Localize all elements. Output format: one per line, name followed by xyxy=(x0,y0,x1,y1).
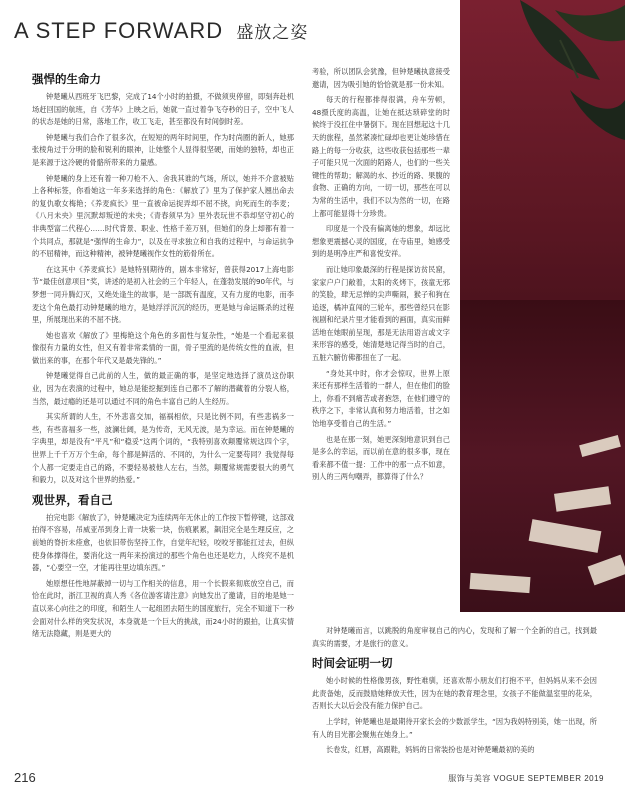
section-title-2: 观世界，看自己 xyxy=(32,492,113,507)
paragraph: 考验，所以团队会犹豫，但钟楚曦执意接受邀请，因为吸引她的恰恰就是那一份未知。 xyxy=(312,67,450,89)
paragraph: 钟楚曦与我们合作了很多次，在短短的两年时间里，作为时尚圈的新人，她那张棱角过于分明的脸和锐利的眼神，让她整个人显得很坚硬，而她的独特，却也正是来源于这冷硬的骨骼所带来的力量感。 xyxy=(32,132,294,167)
paragraph: 对钟楚曦而言，以跳脱的角度审视自己的内心，发现和了解一个全新的自己，找到最真实的需要，才是旅行的意义。 xyxy=(312,626,597,648)
paragraph: 钟楚曦觉得自己此前的人生，做的最正确的事，是坚定地选择了演员这份职业，因为在表演的过程中，她总是能挖掘到连自己都不了解的潜藏着的分裂人格，当然，最过瘾的还是可以通过不同的角色丰富自己的人生经历。 xyxy=(32,371,294,406)
header-title-en: A STEP FORWARD xyxy=(14,18,224,43)
paragraph: “身处其中时，你才会惊叹，世界上原来还有那样生活着的一群人，但在他们的脸上，你看不到痛苦或者抱怨，在他们遵守的秩序之下，非常认真和努力地活着，甘之如饴地享受着自己的生活。” xyxy=(312,368,450,429)
paragraph: 拍完电影《解放了》，钟楚曦决定为连续两年无休止的工作按下暂停键，这部戏拍得不容易，吊威亚吊到身上青一块紫一块，伤痕累累，飙泪完全是生理反应，之前她的脊折未痊愈，也依旧带伤坚持工作，自觉年纪轻，咬咬牙都能扛过去，但纵使身体撑得住，要消化这一两年来扮演过的那些个角色也还是吃力，人终究不是机器，“心要空一空，才能再往里边填东西。” xyxy=(32,512,294,573)
editorial-photo xyxy=(460,0,625,612)
page-number: 216 xyxy=(14,770,36,785)
paragraph: 上学时，钟楚曦也是最期待开家长会的少数派学生，“因为我妈特别美，她一出现，所有人的目光都会聚焦在她身上。” xyxy=(312,716,597,739)
article-header xyxy=(14,18,308,44)
middle-column xyxy=(312,66,450,487)
page-footer xyxy=(14,770,614,790)
magazine-issue: 服饰与美容 VOGUE SEPTEMBER 2019 xyxy=(448,774,604,783)
paragraph: 她小时候的性格像男孩，野性难驯，还喜欢帮小朋友们打抱不平，但妈妈从来不会因此责备她，反而鼓励她释放天性，因为在她的教育理念里，女孩子不能做温室里的花朵，否则长大以后会没有能力保护自己。 xyxy=(312,676,597,711)
paragraph: 钟楚曦的身上还有着一种刀枪不入、舍我其谁的气场，所以，她并不介意被贴上各种标签，你看她这一年多来选择的角色：《解放了》里为了保护家人翘出命去的复仇歌女梅艳；《养麦疯长》里一直被命运捉弄却不屈不挠，向死而生的李麦；《八月未央》里沉默却叛逆的未央；《青春须早为》里外表玩世不恭却坚守初心的非典型富二代程心……时代背景、职业、性格千差万别，但她们的身上却都有着一个共同点，那就是“强悍的生命力”，以及在寻求独立和自我的过程中，与命运抗争的不屈精神，而这种精神，被钟楚曦视作女性的筋骨所在。 xyxy=(32,173,294,259)
section-title-1: 强悍的生命力 xyxy=(32,72,101,86)
header-title-zh: 盛放之姿 xyxy=(236,23,309,43)
paragraph: 也是在那一刻，她更深刻地意识到自己是多么的幸运，而以前在意的很多事，现在看来都不值一提：工作中的那一点不如意，别人的三两句嘲弄，都算得了什么？ xyxy=(312,434,450,482)
paragraph: 而让她印象最深的行程是探访贫民窟，家家户户门敞着，太阳的炙烤下，孩童无邪的笑脸，肆无忌惮的尖声嘶闹，猴子和狗在追逐，橘冲直闯的三轮车，那些曾经只在影视剧和纪录片里才能看到的画面，真实而鲜活地在她眼前呈现，那是无法用语言或文字来形容的感受，她清楚地记得当时的自己，五脏六腑仿佛都扭在了一起。 xyxy=(312,264,450,363)
paragraph: 其实所谓的人生，不外悲喜交加，福祸相依，只是比例不同，有些悲祸多一些，有些喜福多一些，波澜壮阔，是为传奇，无风无波，是为幸运。而在钟楚曦的字典里，却是没有“平凡”和“稳妥”这两个词的，“我特别喜欢颠覆常规这四个字，世界上千千万万个生命，每个都是鲜活的、不同的，为什么一定要苟同？我觉得每个人都一定要走自己的路，不要轻易被他人左右，当然，颠覆常规需要很大的勇气和毅力，以及对这个世界的热爱。” xyxy=(32,412,294,485)
bottom-right-column xyxy=(312,625,597,760)
paragraph: 她原想任性地屏蔽掉一切与工作相关的信息，用一个长假来彻底放空自己，而恰在此时，浙江卫视的真人秀《各位游客请注意》向她发出了邀请，目的地是她一直以来心向往之的印度，和陌生人一起组团去陌生的国度旅行，完全不知道下一秒会面对什么样的突发状况，本身就是一个巨大的挑战，而24小时的跟拍，让真实情绪无法隐藏，则是更大的 xyxy=(32,578,294,639)
section-title-3: 时间会证明一切 xyxy=(312,656,393,671)
paragraph: 钟楚曦从西班牙飞巴黎，完成了14个小时的拍摄，不做须臾停留，即刻奔赴机场赶回国的航班，自《芳华》上映之后，她就一直过着争飞夺秒的日子，空中飞人的状态是她的日常，落地工作，收工飞走，甚至都没有时间倒时差。 xyxy=(32,92,294,127)
paragraph: 印度是一个没有偏离她的想象，却远比想象更震撼心灵的国度，在寺庙里，她感受到的是明净庄严和喜悦安祥。 xyxy=(312,224,450,259)
paragraph: 她也喜欢《解放了》里梅艳这个角色的多面性与复杂性，“她是一个看起来很像很有力量的女性，但又有着非常柔情的一面，骨子里流的是传统女性的血液，但做出来的事，在那个年代又是最先锋的。” xyxy=(32,330,294,365)
left-column xyxy=(32,66,294,644)
paragraph: 在这其中《养麦疯长》是她特别期待的，剧本非常好，曾获得2017上海电影节“最佳创意项目”奖，讲述的是初入社会的三个年轻人，在蓬勃发展的90年代，与梦想一同升腾幻灭，又绝处逢生的故事，是一部既有温度，又有力度的电影，而李麦这个角色最打动钟楚曦的地方，是她浮浮沉沉的经历，更是她与命运厮杀的过程里，所展现出来的不屈不挠。 xyxy=(32,264,294,325)
paragraph: 每天的行程都排得很满，舟车劳顿，48摄氏度的高温，让她在抵达琐碎堂的时候终于没扛住中暑倒下。现在回想起这十几天的旅程，虽然紧凑忙碌却也更让她珍惜在路上的每一分收获，这些收获包括那些一辈子可能只见一次面的陌路人，也们的一些关键性的帮助；解渴的水、抄近的路、果腹的食物、正确的方向，一切一切，那些在可以为常的生活中，我们不以为然的一切，在路上都可能显得十分珍贵。 xyxy=(312,95,450,218)
paragraph: 长卷发，红唇，高跟鞋，妈妈的日常装扮也是对钟楚曦最初的美的 xyxy=(326,745,535,755)
